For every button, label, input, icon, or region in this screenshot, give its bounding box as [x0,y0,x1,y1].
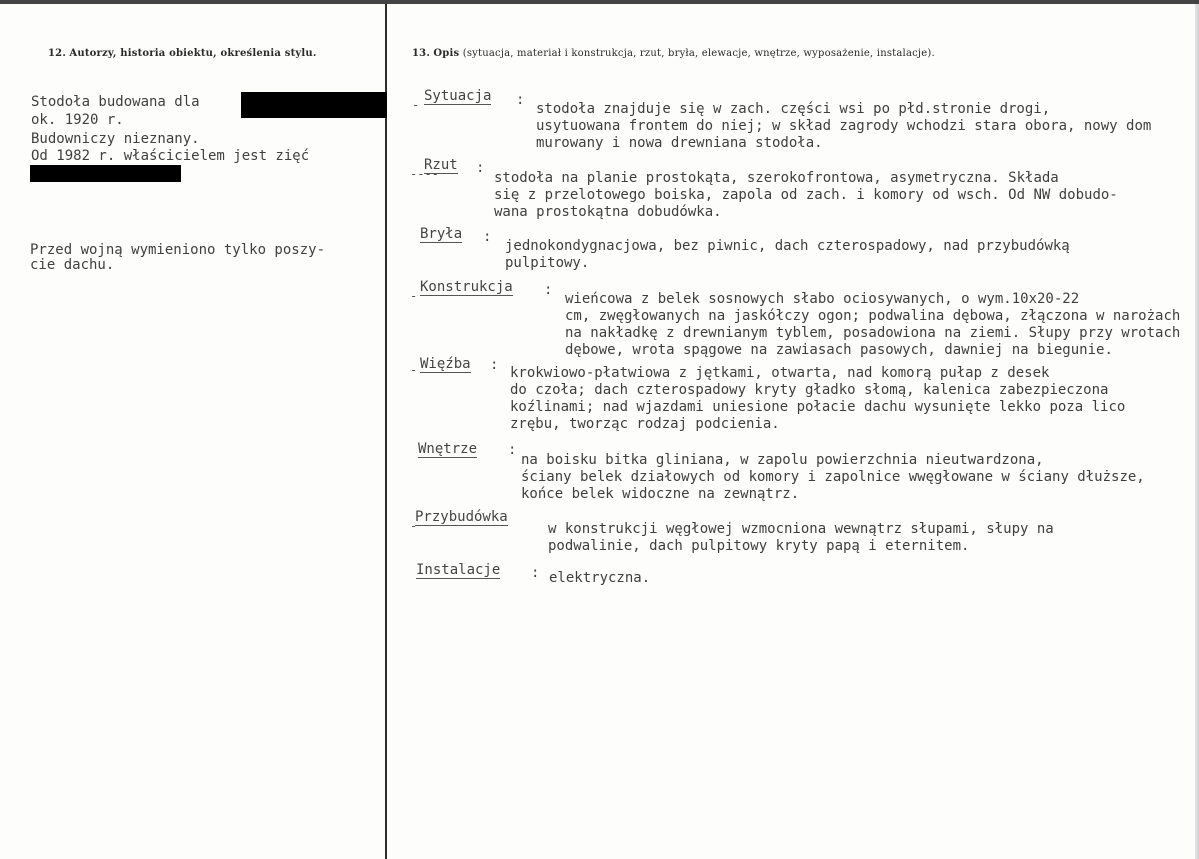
section-text-sytuacja: stodoła znajduje się w zach. części wsi po płd.stronie drogi, usytuowana frontem do niej; w skład zagrody wchodzi stara obora, nowy dom murowany i nowa drewniana stodoła. [536,101,1152,151]
label-dash: - [410,289,418,303]
top-border [0,0,1199,4]
label-colon: : [544,282,553,298]
section-text-bryla: jednokondygnacjowa, bez piwnic, dach czterospadowy, nad przybudówką pulpitowy. [505,238,1070,271]
section-label-sytuacja: Sytuacja [424,88,492,104]
label-dash: - [410,519,418,533]
section-text-instalacje: elektryczna. [549,570,651,586]
heading-number: 13. [412,48,430,59]
heading-number: 12. [48,48,66,59]
section-text-przybudowka: w konstrukcji węgłowej wzmocniona wewnątrz słupami, słupy na podwalinie, dach pulpitowy kryty papą i eternitem. [548,521,1054,554]
history-line-4: Od 1982 r. właścicielem jest zięć [31,148,310,164]
section-text-rzut: stodoła na planie prostokąta, szerokofrontowa, asymetryczna. Składa się z przelotowego boiska, zapola od zach. i komory od wsch. Od NW dobudo- wana prostokątna dobudówka. [494,170,1118,220]
label-colon: : [476,160,485,176]
history-line-3: Budowniczy nieznany. [31,131,200,147]
heading-title: Opis [433,48,460,59]
label-dash: - [410,363,418,377]
redaction-block [30,165,181,182]
label-dash: ---- [410,167,439,181]
redaction-block [241,92,387,118]
section-12-heading [48,48,317,59]
section-label-wiezba: Więźba [420,356,471,372]
label-dash: - [412,98,420,112]
section-label-konstrukcja: Konstrukcja [420,279,513,295]
section-label-wnetrze: Wnętrze [418,441,478,457]
section-text-konstrukcja: wieńcowa z belek sosnowych słabo ociosywanych, o wym.10x20-22 cm, zwęgłowanych na jaskółczy ogon; podwalina dębowa, złączona w narożach na nakładkę z drewnianym tyblem, posadowiona na ziemi. Słupy przy wrotach dębowe, wrota spągowe na zawiasach pasowych, dawniej na biegunie. [565,291,1181,358]
page-edge [1195,4,1199,859]
column-divider [385,4,387,859]
section-label-bryla: Bryła [420,226,463,242]
history-line-2: ok. 1920 r. [31,112,124,128]
history-line-1: Stodoła budowana dla [31,94,200,110]
history-note: Przed wojną wymieniono tylko poszy- cie dachu. [30,242,326,273]
label-colon: : [516,92,525,108]
heading-subtitle: (sytuacja, materiał i konstrukcja, rzut, bryła, elewacje, wnętrze, wyposażenie, instalacje). [462,48,935,59]
section-label-rzut: Rzut [424,157,458,173]
section-text-wnetrze: na boisku bitka gliniana, w zapolu powierzchnia nieutwardzona, ściany belek działowych od komory i zapolnice wwęgłowane w ściany dłuższe, końce belek widoczne na zewnątrz. [521,452,1145,502]
label-colon: : [483,229,492,245]
heading-title: Autorzy, historia obiektu, określenia stylu. [69,48,317,59]
label-colon: : [508,442,517,458]
label-colon: : [490,357,499,373]
section-13-heading [412,48,935,59]
section-label-przybudowka: Przybudówka [415,509,508,525]
label-colon: : [531,565,540,581]
section-label-instalacje: Instalacje [416,562,501,578]
section-text-wiezba: krokwiowo-płatwiowa z jętkami, otwarta, nad komorą pułap z desek do czoła; dach czterospadowy kryty gładko słomą, kalenica zabezpieczona koźlinami; nad wjazdami uniesione połacie dachu wysunięte lekko poza lico zrębu, tworząc rodzaj podcienia. [510,365,1126,432]
